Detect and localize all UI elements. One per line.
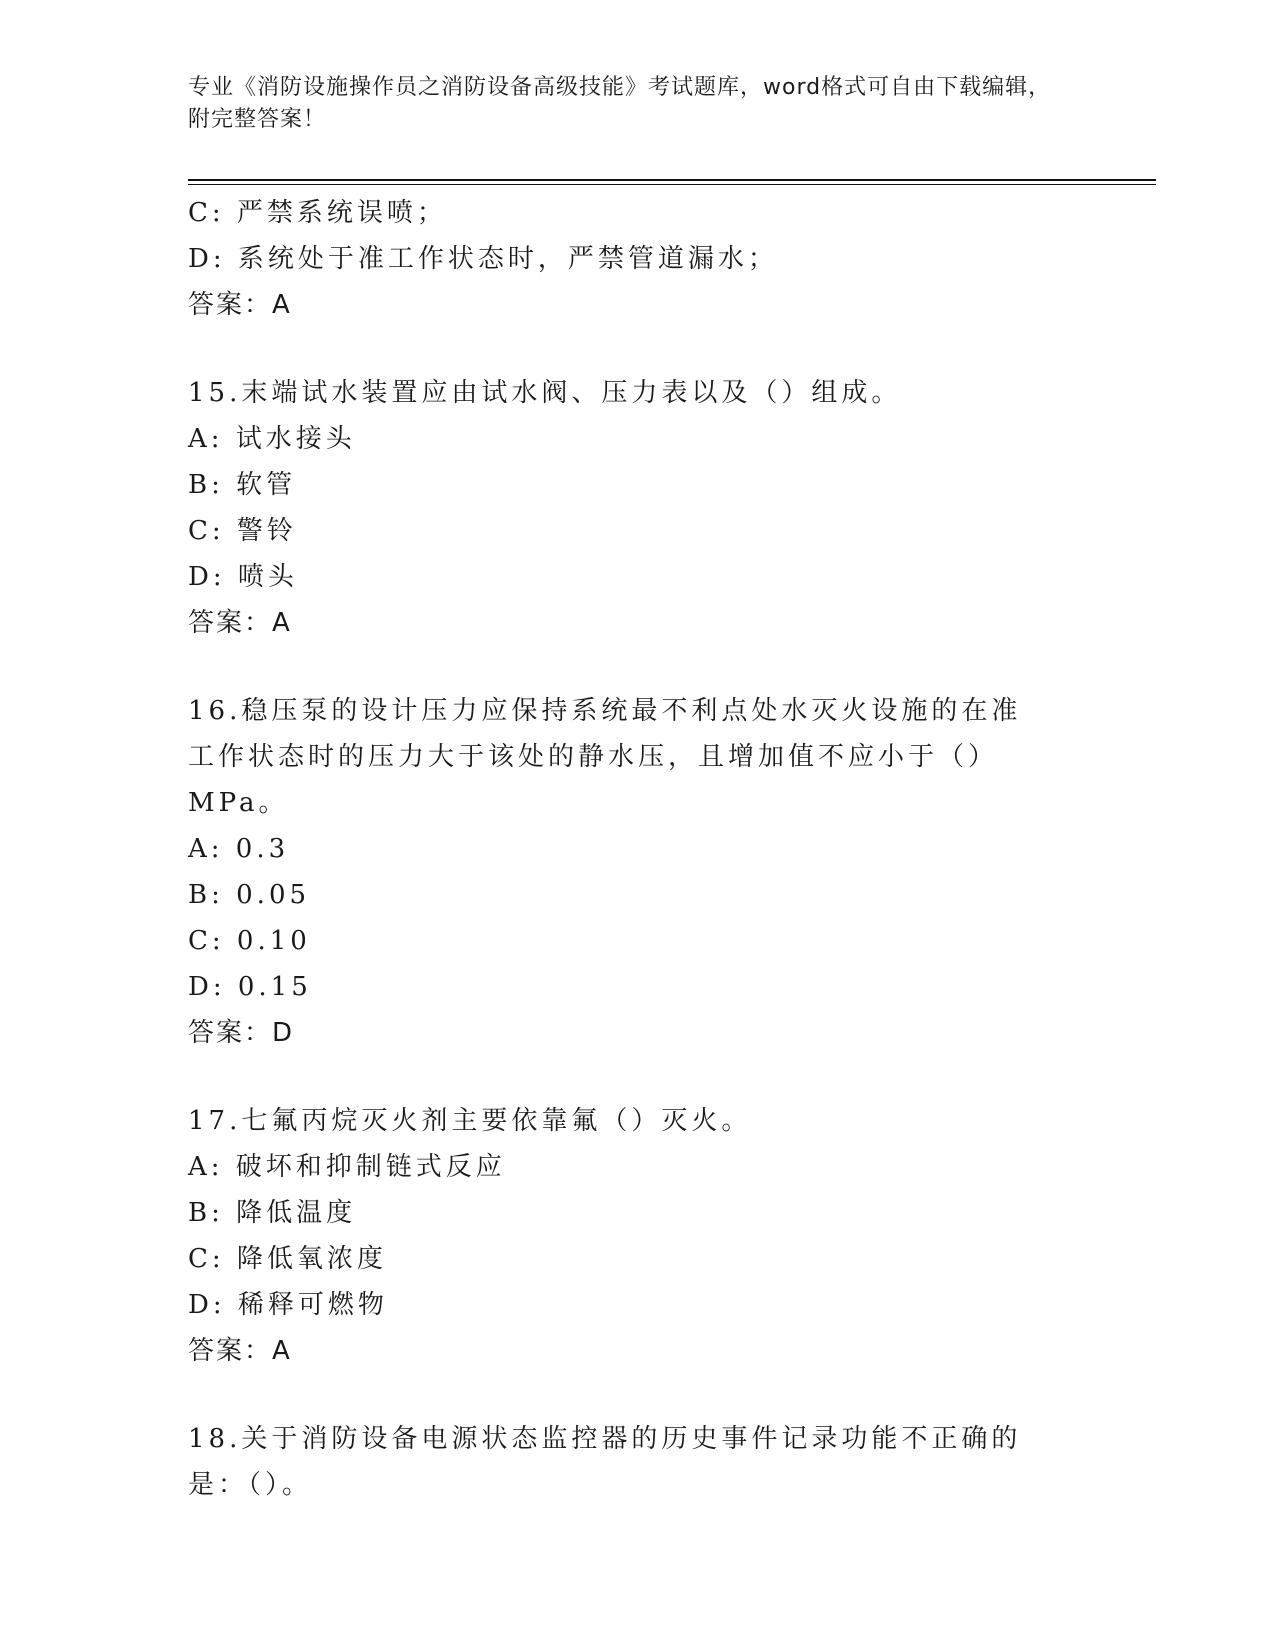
question-stem: 16.稳压泵的设计压力应保持系统最不利点处水灭火设施的在准工作状态时的压力大于该处的静水压，且增加值不应小于（）MPa。: [188, 696, 1022, 818]
option-a: A: 破坏和抑制链式反应: [188, 1152, 506, 1182]
answer-line: 答案：A: [188, 608, 292, 638]
option-c: C: 降低氧浓度: [188, 1244, 387, 1274]
option-d: D: 系统处于准工作状态时，严禁管道漏水；: [188, 244, 778, 274]
option-b: B: 降低温度: [188, 1198, 357, 1228]
question-stem: 15.末端试水装置应由试水阀、压力表以及（）组成。: [188, 378, 902, 408]
carryover-question: [188, 190, 1088, 328]
option-d: D: 稀释可燃物: [188, 1290, 388, 1320]
answer-line: 答案：A: [188, 290, 292, 320]
option-b: B: 软管: [188, 470, 297, 500]
question-stem: 17.七氟丙烷灭火剂主要依靠氟（）灭火。: [188, 1106, 752, 1136]
question-16: [188, 688, 1088, 1056]
option-a: A: 0.3: [188, 834, 290, 864]
option-a: A: 试水接头: [188, 424, 356, 454]
header-rule-bottom: [188, 184, 1156, 185]
question-stem: 18.关于消防设备电源状态监控器的历史事件记录功能不正确的是：（）。: [188, 1424, 1022, 1500]
question-18: [188, 1416, 1088, 1508]
question-list: [188, 190, 1088, 1508]
answer-line: 答案：A: [188, 1336, 292, 1366]
option-c: C: 警铃: [188, 516, 297, 546]
option-d: D: 喷头: [188, 562, 298, 592]
option-d: D: 0.15: [188, 972, 312, 1002]
document-header: 专业《消防设施操作员之消防设备高级技能》考试题库，word格式可自由下载编辑，附完整答案！: [188, 75, 1052, 132]
option-c: C: 0.10: [188, 926, 311, 956]
header-rule-top: [188, 179, 1156, 181]
option-b: B: 0.05: [188, 880, 311, 910]
option-c: C: 严禁系统误喷；: [188, 198, 447, 228]
question-15: [188, 370, 1088, 646]
answer-line: 答案：D: [188, 1018, 295, 1048]
question-17: [188, 1098, 1088, 1374]
